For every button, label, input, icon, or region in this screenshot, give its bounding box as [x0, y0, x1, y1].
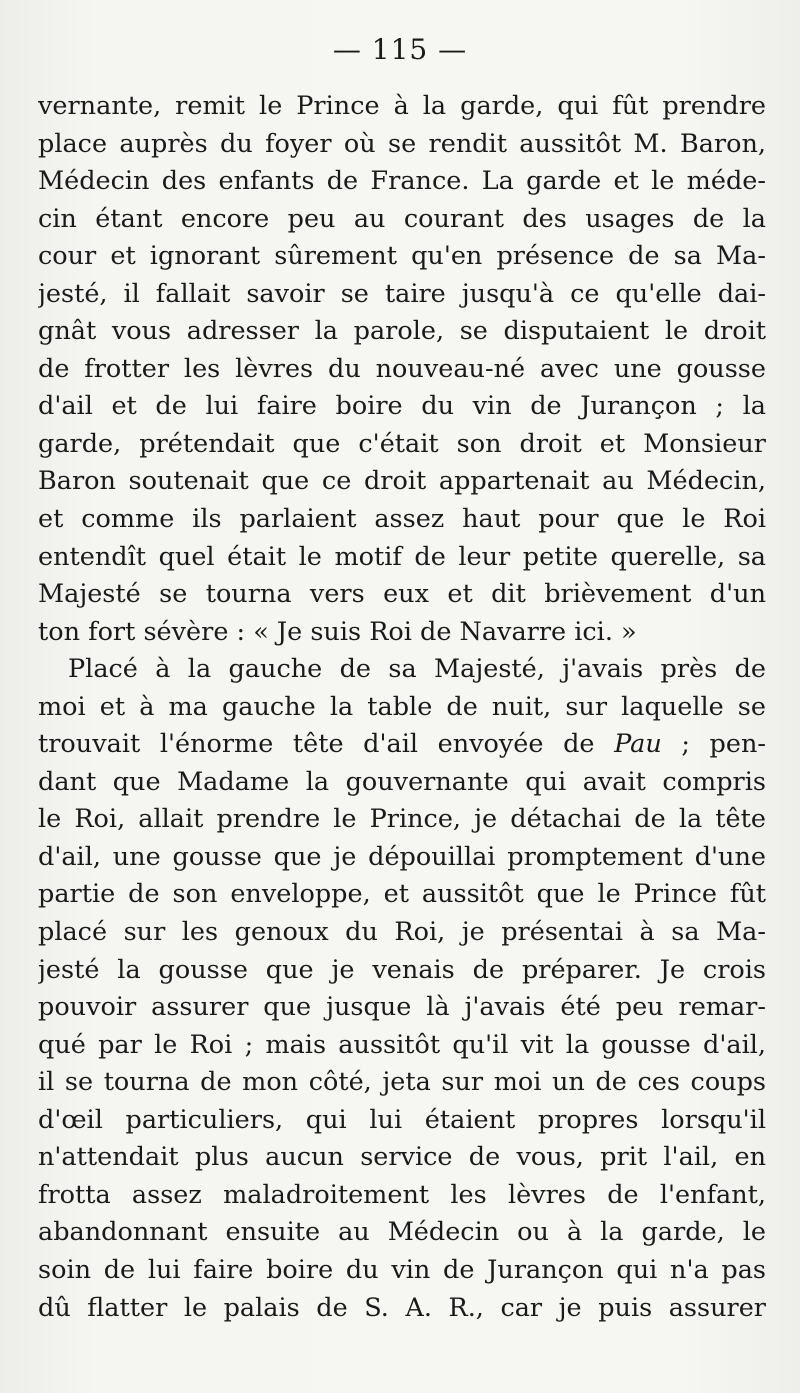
text-line: vernante, remit le Prince à la garde, qui fût prendre — [38, 91, 766, 121]
text-line: abandonnant ensuite au Médecin ou à la garde, le — [38, 1217, 766, 1248]
text-line: Médecin des enfants de France. La garde et le méde- — [38, 166, 766, 197]
text-line: Majesté se tourna vers eux et dit brièvement d'un — [38, 579, 766, 610]
text-line: jesté, il fallait savoir se taire jusqu'à ce qu'elle dai- — [38, 278, 766, 309]
text-line: et comme ils parlaient assez haut pour que le Roi — [38, 504, 766, 535]
text-line: dû flatter le palais de S. A. R., car je puis assurer — [38, 1292, 766, 1323]
text-line: il se tourna de mon côté, jeta sur moi un de ces coups — [38, 1067, 766, 1098]
page-number: — 115 — — [332, 33, 468, 66]
italic-place-name: Pau — [614, 729, 662, 760]
text-line: d'ail et de lui faire boire du vin de Jurançon ; la — [38, 391, 766, 422]
text-line: le Roi, allait prendre le Prince, je détachai de la tête — [38, 804, 766, 835]
text-line: garde, prétendait que c'était son droit et Monsieur — [38, 428, 766, 459]
text-segment: trouvait l'énorme tête d'ail envoyée de — [38, 729, 595, 760]
text-line: dant que Madame la gouvernante qui avait compris — [38, 766, 766, 797]
text-line-with-italic — [38, 726, 766, 764]
text-line: moi et à ma gauche la table de nuit, sur laquelle se — [38, 691, 766, 722]
text-line: cin étant encore peu au courant des usages de la — [38, 203, 766, 234]
paragraph-start-line: Placé à la gauche de sa Majesté, j'avais près de — [68, 654, 766, 685]
text-line: de frotter les lèvres du nouveau-né avec une gousse — [38, 353, 766, 384]
text-line: partie de son enveloppe, et aussitôt que le Prince fût — [38, 879, 766, 910]
text-line: gnât vous adresser la parole, se disputaient le droit — [38, 316, 766, 347]
text-segment: ; pen- — [661, 729, 766, 760]
text-line: cour et ignorant sûrement qu'en présence de sa Ma- — [38, 241, 766, 272]
text-line: n'attendait plus aucun service de vous, prit l'ail, en — [38, 1142, 766, 1173]
text-line: Baron soutenait que ce droit appartenait au Médecin, — [38, 466, 766, 497]
text-line: d'œil particuliers, qui lui étaient propres lorsqu'il — [38, 1104, 766, 1135]
text-line: pouvoir assurer que jusque là j'avais été peu remar- — [38, 992, 766, 1023]
body-text — [38, 88, 766, 1327]
text-line: jesté la gousse que je venais de préparer. Je crois — [38, 954, 766, 985]
text-line: qué par le Roi ; mais aussitôt qu'il vit la gousse d'ail, — [38, 1029, 766, 1060]
text-line: d'ail, une gousse que je dépouillai promptement d'une — [38, 841, 766, 872]
text-line: placé sur les genoux du Roi, je présentai à sa Ma- — [38, 917, 766, 948]
text-line: soin de lui faire boire du vin de Jurançon qui n'a pas — [38, 1254, 766, 1285]
text-line: place auprès du foyer où se rendit aussitôt M. Baron, — [38, 128, 766, 159]
text-line: entendît quel était le motif de leur petite querelle, sa — [38, 541, 766, 572]
text-line: frotta assez maladroitement les lèvres de l'enfant, — [38, 1179, 766, 1210]
text-line: ton fort sévère : « Je suis Roi de Navarre ici. » — [38, 616, 637, 647]
